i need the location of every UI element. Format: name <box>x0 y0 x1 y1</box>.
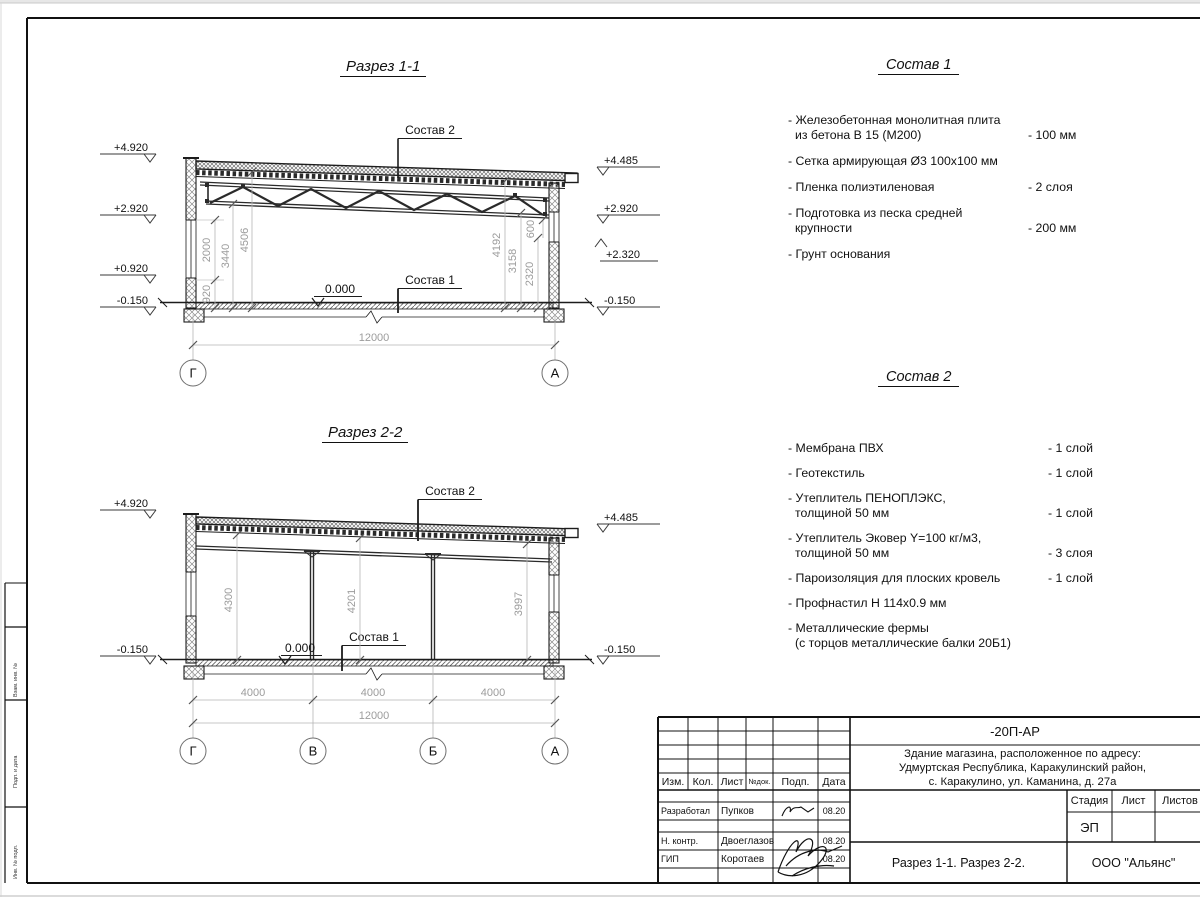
elevation-label: -0.150 <box>604 295 636 307</box>
list-item <box>788 113 1100 143</box>
list-item <box>788 441 1110 456</box>
elevation-label: +4.920 <box>114 498 148 510</box>
item-text: - Утеплитель ПЕНОПЛЭКС, <box>788 491 946 505</box>
col-header-list: Лист <box>720 775 744 788</box>
elevation-label: -0.150 <box>604 644 636 656</box>
item-text: из бетона В 15 (М200) <box>795 128 922 142</box>
row-name: Пупков <box>721 805 754 817</box>
item-text: крупности <box>795 221 853 235</box>
bottom-dims-s2 <box>180 662 568 764</box>
item-text: толщиной 50 мм <box>795 506 890 520</box>
dim-total-label: 12000 <box>358 332 390 344</box>
zero-label: 0.000 <box>284 641 316 655</box>
item-value: - 1 слой <box>1048 441 1093 455</box>
stage-label: Стадия <box>1070 795 1109 807</box>
row-date: 08.20 <box>822 806 846 816</box>
elevation-label: +2.320 <box>606 249 640 261</box>
dim-label: 4000 <box>240 687 266 699</box>
axis-label: Б <box>428 743 438 759</box>
dim-label: 3440 <box>220 243 232 269</box>
row-name: Двоеглазов <box>721 835 775 847</box>
item-text: - Сетка армирующая Ø3 100x100 мм <box>788 154 998 168</box>
item-value: - 2 слоя <box>1028 180 1073 194</box>
col-header-izm: Изм. <box>661 775 685 788</box>
elevation-marks-left-s1 <box>100 142 156 315</box>
elevation-marks-right-s1 <box>595 155 660 315</box>
dim-total-label: 12000 <box>358 710 390 722</box>
address-line: с. Каракулино, ул. Каманина, д. 27а <box>928 776 1117 788</box>
row-role: Н. контр. <box>661 836 699 846</box>
dims-vertical-s2 <box>223 531 531 664</box>
item-text: - Профнастил Н 114x0.9 мм <box>788 596 947 610</box>
drawing-title: Разрез 1-1. Разрез 2-2. <box>891 855 1026 870</box>
dim-label: 4201 <box>346 588 358 614</box>
row-name: Коротаев <box>721 853 765 865</box>
sostav1-list <box>788 113 1100 273</box>
signature-razrabotal <box>782 807 814 816</box>
item-value: - 1 слой <box>1048 466 1093 480</box>
dim-label: 4192 <box>491 232 503 258</box>
elevation-label: -0.150 <box>116 295 148 307</box>
item-text: - Пленка полиэтиленовая <box>788 180 935 194</box>
item-text: - Геотекстиль <box>788 466 865 480</box>
list-item <box>788 621 1110 651</box>
row-date: 08.20 <box>822 854 846 864</box>
item-value: - 200 мм <box>1028 221 1077 235</box>
axis-label: Г <box>189 743 197 759</box>
item-text: - Металлические фермы <box>788 621 929 635</box>
col-header-data: Дата <box>822 775 846 788</box>
address-line: Удмуртская Республика, Каракулинский район, <box>898 762 1147 774</box>
zero-label: 0.000 <box>324 282 356 296</box>
item-text: - Утеплитель Эковер Y=100 кг/м3, <box>788 531 982 545</box>
elevation-label: +4.485 <box>604 155 638 167</box>
item-value: - 1 слой <box>1048 571 1093 585</box>
item-text: (с торцов металлические балки 20Б1) <box>795 636 1011 650</box>
item-value: - 1 слой <box>1048 506 1093 520</box>
sostav2-title: Состав 2 <box>878 369 959 387</box>
elevation-label: -0.150 <box>116 644 148 656</box>
dim-label: 4506 <box>239 227 251 253</box>
item-value: - 3 слоя <box>1048 546 1093 560</box>
list-item <box>788 596 1110 611</box>
col-header-kol: Кол. <box>692 775 714 788</box>
col-header-podp: Подп. <box>781 775 810 788</box>
item-text: - Мембрана ПВХ <box>788 441 884 455</box>
elevation-label: +2.920 <box>114 203 148 215</box>
address-line: Здание магазина, расположенное по адресу: <box>904 748 1141 760</box>
axis-label: А <box>550 743 560 759</box>
item-text: толщиной 50 мм <box>795 546 890 560</box>
item-text: - Железобетонная монолитная плита <box>788 113 1001 127</box>
list-item <box>788 180 1100 195</box>
sheet-label: Лист <box>1121 795 1146 807</box>
project-address <box>850 747 1195 789</box>
item-text: - Подготовка из песка средней <box>788 206 963 220</box>
elevation-label: +0.920 <box>114 263 148 275</box>
list-item <box>788 571 1110 586</box>
section-1-1-title: Разрез 1-1 <box>340 58 426 77</box>
item-text: - Грунт основания <box>788 247 891 261</box>
list-item <box>788 531 1110 561</box>
row-role: ГИП <box>661 854 679 864</box>
list-item <box>788 206 1100 236</box>
leader-floor-label: Состав 1 <box>349 630 399 644</box>
item-value: - 100 мм <box>1028 128 1077 142</box>
section-1-1 <box>100 123 660 386</box>
company-name: ООО "Альянс" <box>1091 855 1176 870</box>
sidebar-label: Подп. и дата <box>13 755 19 788</box>
list-item <box>788 154 1100 169</box>
dim-label: 2000 <box>201 237 213 263</box>
sidebar-cell <box>3 627 27 700</box>
dim-label: 4000 <box>360 687 386 699</box>
sheets-label: Листов <box>1162 795 1198 807</box>
stage-value: ЭП <box>1080 819 1099 835</box>
leader-roof-label: Состав 2 <box>425 484 475 498</box>
sidebar-label: Инв. № подл. <box>13 844 19 879</box>
leader-floor-label: Состав 1 <box>405 273 455 287</box>
doc-number: -20П-АР <box>990 723 1040 739</box>
row-role: Разработал <box>661 806 710 816</box>
dim-label: 4000 <box>480 687 506 699</box>
dim-label: 3158 <box>507 248 519 274</box>
axis-label: А <box>550 365 560 381</box>
bottom-dim-s1 <box>180 314 568 386</box>
row-date: 08.20 <box>822 836 846 846</box>
list-item <box>788 491 1110 521</box>
elevation-label: +4.920 <box>114 142 148 154</box>
dim-label: 3997 <box>513 591 525 617</box>
section-2-2 <box>100 484 660 764</box>
sidebar-cell <box>3 700 27 807</box>
leader-roof-label: Состав 2 <box>405 123 455 137</box>
dim-label: 600 <box>525 219 537 239</box>
col-header-ndok: №док. <box>748 777 771 786</box>
axis-label: В <box>308 743 318 759</box>
sidebar-label: Взам. инв. № <box>13 662 19 697</box>
sostav2-list <box>788 441 1110 662</box>
item-text: - Пароизоляция для плоских кровель <box>788 571 1001 585</box>
dim-label: 2320 <box>524 261 536 287</box>
section-2-2-title: Разрез 2-2 <box>322 424 408 443</box>
axis-label: Г <box>189 365 197 381</box>
dim-label: 4300 <box>223 587 235 613</box>
list-item <box>788 247 1100 262</box>
sostav1-title: Состав 1 <box>878 57 959 75</box>
list-item <box>788 466 1110 481</box>
sidebar-cell <box>3 807 27 883</box>
dim-label: 920 <box>201 284 213 304</box>
elevation-label: +2.920 <box>604 203 638 215</box>
elevation-label: +4.485 <box>604 512 638 524</box>
